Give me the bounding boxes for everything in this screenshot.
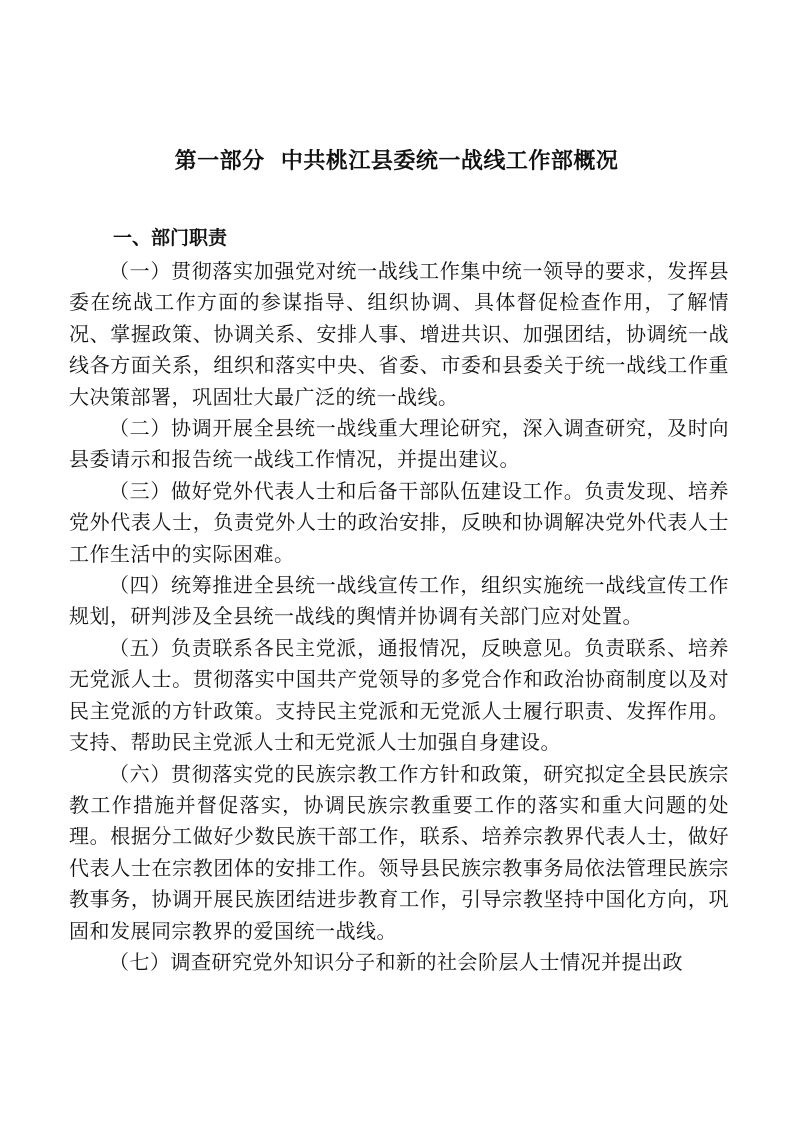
document-body: [69, 256, 729, 978]
paragraph-4: （四）统筹推进全县统一战线宣传工作，组织实施统一战线宣传工作规划，研判涉及全县统一战线的舆情并协调有关部门应对处置。: [69, 573, 729, 629]
paragraph-3: （三）做好党外代表人士和后备干部队伍建设工作。负责发现、培养党外代表人士，负责党外人士的政治安排，反映和协调解决党外代表人士工作生活中的实际困难。: [69, 478, 729, 566]
paragraph-5: （五）负责联系各民主党派，通报情况，反映意见。负责联系、培养无党派人士。贯彻落实中国共产党领导的多党合作和政治协商制度以及对民主党派的方针政策。支持民主党派和无党派人士履行职责、发挥作用。支持、帮助民主党派人士和无党派人士加强自身建设。: [69, 635, 729, 755]
paragraph-2: （二）协调开展全县统一战线重大理论研究，深入调查研究，及时向县委请示和报告统一战线工作情况，并提出建议。: [69, 416, 729, 472]
paragraph-1: （一）贯彻落实加强党对统一战线工作集中统一领导的要求，发挥县委在统战工作方面的参谋指导、组织协调、具体督促检查作用，了解情况、掌握政策、协调关系、安排人事、增进共识、加强团结，协调统一战线各方面关系，组织和落实中央、省委、市委和县委关于统一战线工作重大决策部署，巩固壮大最广泛的统一战线。: [69, 259, 729, 409]
page-title: 第一部分 中共桃江县委统一战线工作部概况: [174, 149, 619, 174]
section-heading: 一、部门职责: [113, 227, 228, 249]
paragraph-7: （七）调查研究党外知识分子和新的社会阶层人士情况并提出政: [109, 949, 683, 974]
paragraph-6: （六）贯彻落实党的民族宗教工作方针和政策，研究拟定全县民族宗教工作措施并督促落实，协调民族宗教重要工作的落实和重大问题的处理。根据分工做好少数民族干部工作，联系、培养宗教界代表人士，做好代表人士在宗教团体的安排工作。领导县民族宗教事务局依法管理民族宗教事务，协调开展民族团结进步教育工作，引导宗教坚持中国化方向，巩固和发展同宗教界的爱国统一战线。: [69, 761, 729, 943]
